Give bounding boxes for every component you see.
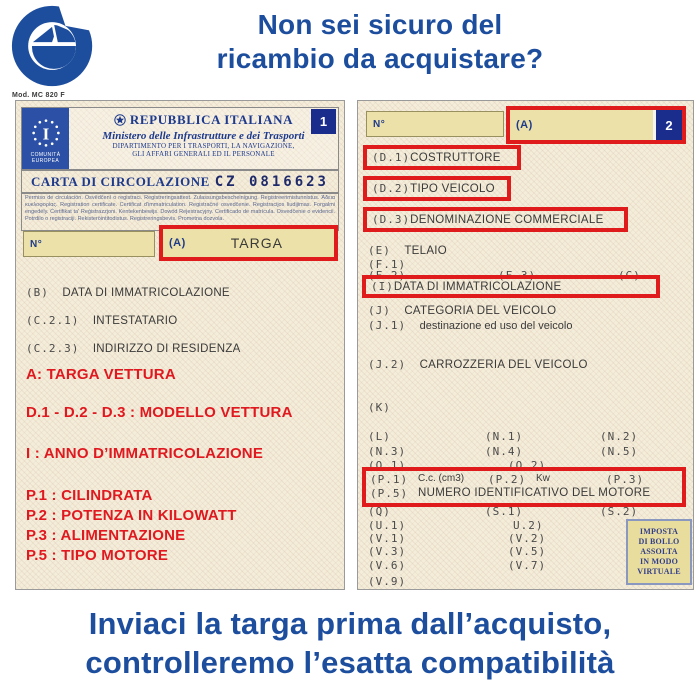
field-row-k <box>368 398 687 412</box>
brand-logo-icon <box>9 3 97 89</box>
field-row-c23 <box>26 339 338 353</box>
eu-label-line1: COMUNITÀ <box>30 152 61 158</box>
field-p1-label: C.c. (cm3) <box>418 473 465 484</box>
field-row-p5 <box>366 487 682 501</box>
field-j2-code: (J.2) <box>368 358 407 371</box>
field-d2-label: TIPO VEICOLO <box>410 182 495 195</box>
doc1-header-center <box>69 108 338 170</box>
field-i-label: DATA DI IMMATRICOLAZIONE <box>393 280 562 293</box>
field-n2-code: (N.2) <box>600 430 639 443</box>
field-v6-code: (V.6) <box>368 559 407 572</box>
stamp-line4: IN MODO <box>639 557 679 566</box>
field-n1-code: (N.1) <box>485 430 524 443</box>
field-row-c21 <box>26 311 338 325</box>
field-row-p1-p2-p3 <box>366 473 682 487</box>
field-n4-code: (N.4) <box>485 445 524 458</box>
brand-logo-svg <box>9 3 97 89</box>
field-c21-label: INTESTATARIO <box>92 315 178 327</box>
note-targa: A: TARGA VETTURA <box>26 366 176 383</box>
doc1-title-row <box>21 169 339 194</box>
field-d1-code: (D.1) <box>372 151 411 164</box>
field-j-label: CATEGORIA DEL VEICOLO <box>404 305 557 317</box>
field-k-code: (K) <box>368 401 391 414</box>
field-row-n3-n4-n5 <box>368 445 687 459</box>
field-p3-code: (P.3) <box>606 473 645 486</box>
field-q-code: (Q) <box>368 505 391 518</box>
highlight-p <box>362 467 686 507</box>
page2-number-badge: 2 <box>656 110 682 140</box>
field-p2-code: (P.2) <box>488 473 527 486</box>
doc2-targa-highlight <box>506 106 686 144</box>
field-f1-code: (F.1) <box>368 258 407 271</box>
footer-line1: Inviaci la targa prima dall’acquisto, <box>88 606 612 641</box>
doc-serial-number: CZ 0816623 <box>214 173 329 190</box>
field-u2-code: U.2) <box>513 519 544 532</box>
footer-line2: controlleremo l’esatta compatibilità <box>85 645 615 680</box>
field-v3-code: (V.3) <box>368 545 407 558</box>
field-v9-code: (V.9) <box>368 575 407 588</box>
field-row-e <box>368 241 687 255</box>
field-d3-label: DENOMINAZIONE COMMERCIALE <box>410 213 604 226</box>
page1-number-badge: 1 <box>311 109 336 134</box>
italy-emblem-icon <box>114 114 126 126</box>
field-j2-label: CARROZZERIA DEL VEICOLO <box>419 359 588 371</box>
country-line <box>69 112 338 128</box>
highlight-d1 <box>363 145 521 170</box>
note-cilindrata: P.1 : CILINDRATA <box>26 487 153 504</box>
field-row-j1 <box>368 316 687 330</box>
field-c21-code: (C.2.1) <box>26 314 80 327</box>
field-c23-label: INDIRIZZO DI RESIDENZA <box>92 343 241 355</box>
tax-stamp-box <box>626 519 692 585</box>
field-row-q-s1-s2 <box>368 505 687 519</box>
field-s1-code: (S.1) <box>485 505 524 518</box>
field-c23-code: (C.2.3) <box>26 342 80 355</box>
registration-card-page2 <box>357 100 694 590</box>
form-model-label: Mod. MC 820 F <box>12 92 65 99</box>
field-p5-label: NUMERO IDENTIFICATIVO DEL MOTORE <box>418 487 651 499</box>
doc1-number-field <box>23 231 155 257</box>
page-title-line2: ricambio da acquistare? <box>216 43 544 74</box>
ministry-name: Ministero delle Infrastrutture e dei Trasporti <box>102 130 305 142</box>
doc2-field-a-box <box>510 110 653 140</box>
highlight-d2 <box>363 176 511 201</box>
page-title-line1: Non sei sicuro del <box>257 9 503 40</box>
field-b-label: DATA DI IMMATRICOLAZIONE <box>62 287 230 299</box>
doc2-number-field-label: N° <box>373 118 386 130</box>
department-line1: DIPARTIMENTO PER I TRASPORTI, LA NAVIGAZIONE, <box>112 142 295 150</box>
note-tipo-motore: P.5 : TIPO MOTORE <box>26 547 169 564</box>
field-v2-code: (V.2) <box>508 532 547 545</box>
doc2-field-a-code: (A) <box>516 119 533 131</box>
field-n5-code: (N.5) <box>600 445 639 458</box>
field-b-code: (B) <box>26 286 49 299</box>
doc1-field-a-label: TARGA <box>230 235 283 251</box>
department-line2: GLI AFFARI GENERALI ED IL PERSONALE <box>132 150 275 158</box>
field-row-l-n1-n2 <box>368 430 687 444</box>
field-row-j2 <box>368 355 687 369</box>
doc1-targa-field <box>163 229 334 257</box>
field-n3-code: (N.3) <box>368 445 407 458</box>
field-d3-code: (D.3) <box>372 213 411 226</box>
highlight-d3 <box>363 207 628 232</box>
registration-card-page1 <box>15 100 345 590</box>
field-p5-code: (P.5) <box>370 487 409 500</box>
eu-label-line2: EUROPEA <box>31 158 60 164</box>
eu-stars-icon <box>27 114 65 152</box>
note-potenza: P.2 : POTENZA IN KILOWATT <box>26 507 237 524</box>
highlight-i <box>362 275 660 298</box>
field-f3-code: (F.3) <box>498 269 537 282</box>
eu-country-letter: I <box>42 124 49 144</box>
country-name: REPUBBLICA ITALIANA <box>129 112 294 127</box>
field-j1-label: destinazione ed uso del veicolo <box>419 320 573 332</box>
doc1-field-a-code: (A) <box>169 237 186 249</box>
field-g-code: (G) <box>618 269 641 282</box>
field-e-label: TELAIO <box>404 245 448 257</box>
field-p1-code: (P.1) <box>370 473 409 486</box>
field-j1-code: (J.1) <box>368 319 407 332</box>
field-j-code: (J) <box>368 304 391 317</box>
field-o2-code: (O.2) <box>508 459 547 472</box>
stamp-line2: DI BOLLO <box>638 537 680 546</box>
field-i-code: (I) <box>371 280 394 293</box>
stamp-line5: VIRTUALE <box>637 567 681 576</box>
stamp-line3: ASSOLTA <box>640 547 678 556</box>
field-row-b <box>26 283 338 297</box>
field-p2-label: Kw <box>536 473 550 484</box>
field-e-code: (E) <box>368 244 391 257</box>
doc2-targa-field <box>510 110 682 140</box>
doc1-header <box>21 107 339 171</box>
field-l-code: (L) <box>368 430 391 443</box>
field-d1-label: COSTRUTTORE <box>410 151 501 164</box>
doc2-number-field <box>366 111 504 137</box>
doc-title: CARTA DI CIRCOLAZIONE <box>31 173 210 189</box>
note-alimentazione: P.3 : ALIMENTAZIONE <box>26 527 186 544</box>
multilingual-text: Permiso de circulación. Osvědčení o registraci. Registreringsattest. Zulassungsbescheinigung. Registreerimistunnistus. Άδεια κυκλοφορίας. Registration certificate. Certificat d'immatriculation. Registračné osvedčenie. Registracijos liudijimas. Forgalmi engedély. Ċertifikat ta' Reġistrazzjoni. Kentekenbewijs. Dowód Rejestracyjny. Certificado de matrícula. Osvedčenie o evidencii. Potrdilo o registraciji. Rekisteröintitodistus. Registreringsbevis. Prometna dozvola. <box>21 192 339 231</box>
field-v7-code: (V.7) <box>508 559 547 572</box>
page-title <box>100 8 660 76</box>
field-row-f1 <box>368 255 687 269</box>
footer-message <box>0 604 700 682</box>
field-f2-code: (F.2) <box>368 269 407 282</box>
field-o1-code: (O.1) <box>368 459 407 472</box>
eu-flag-emblem <box>22 108 69 170</box>
field-d2-code: (D.2) <box>372 182 411 195</box>
field-row-j <box>368 301 687 315</box>
field-v5-code: (V.5) <box>508 545 547 558</box>
note-modello: D.1 - D.2 - D.3 : MODELLO VETTURA <box>26 404 293 421</box>
note-anno: I : ANNO D’IMMATRICOLAZIONE <box>26 445 264 462</box>
field-u1-code: (U.1) <box>368 519 407 532</box>
field-v1-code: (V.1) <box>368 532 407 545</box>
doc1-targa-highlight <box>159 225 338 261</box>
stamp-line1: IMPOSTA <box>639 527 679 536</box>
field-s2-code: (S.2) <box>600 505 639 518</box>
doc1-number-field-label: N° <box>30 238 43 250</box>
